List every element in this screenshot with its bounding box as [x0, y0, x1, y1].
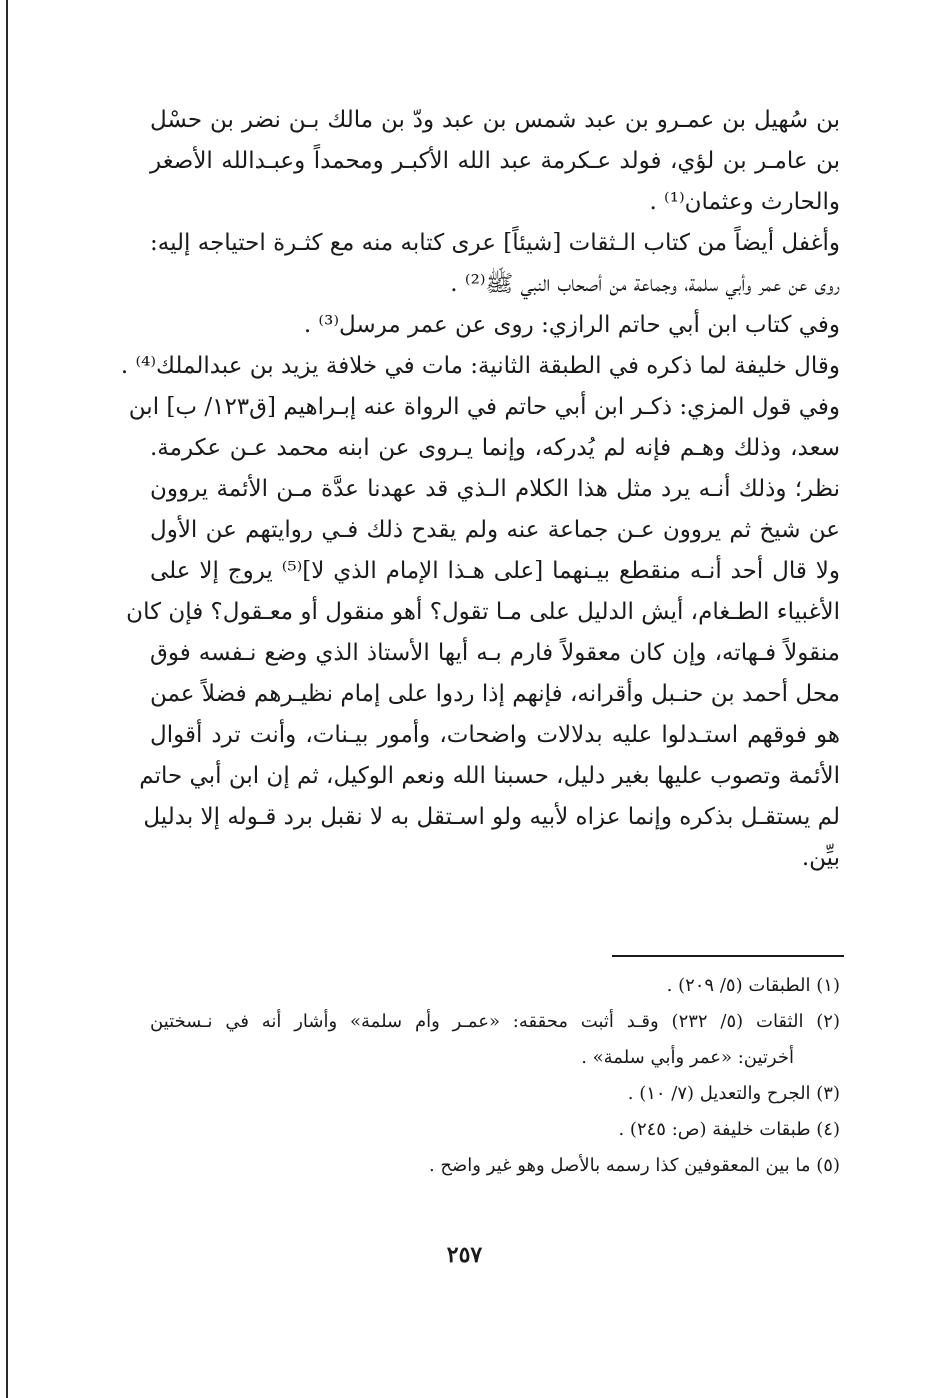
text-line: بن عامـر بن لؤي، فولد عـكرمة عبد الله الأكبـر ومحمداً وعبـدالله الأصغر	[150, 148, 840, 174]
text-line: روى عن عمر وأبي سلمة، وجماعة من أصحاب النبي ﷺ⁽²⁾ .	[450, 271, 840, 297]
main-text-block	[120, 100, 840, 879]
text-line: والحارث وعثمان⁽¹⁾ .	[649, 189, 840, 215]
text-line: بيِّن.	[801, 845, 840, 871]
text-line: محل أحمد بن حنـبل وأقرانه، فإنهم إذا ردوا على إمام نظيـرهم فضلاً عمن	[150, 681, 840, 707]
text-line: هو فوقهم استـدلوا عليه بدلالات واضحات، وأمور بيـنات، وأنت ترد أقوال	[150, 722, 840, 748]
text-line: وقال خليفة لما ذكره في الطبقة الثانية: مات في خلافة يزيد بن عبدالملك⁽⁴⁾ .	[120, 353, 840, 379]
page-number: ٢٥٧	[446, 1242, 483, 1268]
body-paragraphs	[120, 100, 840, 879]
text-line: عن شيخ ثم يروون عـن جماعة عنه ولم يقدح ذلك فـي روايتهم عن الأول	[150, 517, 840, 543]
text-line: وفي كتاب ابن أبي حاتم الرازي: روى عن عمر مرسل⁽³⁾ .	[303, 312, 840, 338]
text-line: ولا قال أحد أنـه منقطع بيـنهما [على هـذا الإمام الذي لا]⁽⁵⁾ يروج إلا على	[150, 558, 840, 584]
text-line: وفي قول المزي: ذكـر ابن أبي حاتم في الرواة عنه إبـراهيم [ق١٢٣/ ب] ابن	[128, 394, 840, 420]
footnote-separator	[612, 955, 844, 957]
footnote-2: (٢) الثقات (٥/ ٢٣٢) وقـد أثبت محققه: «عمـر وأم سلمة» وأشار أنه في نـسختين	[150, 1011, 840, 1032]
footnotes-block	[150, 968, 840, 1184]
text-line: سعد، وذلك وهـم فإنه لم يُدركه، وإنما يـروى عن ابنه محمد عـن عكرمة.	[150, 435, 840, 461]
footnote-2-continuation: أخرتين: «عمر وأبي سلمة» .	[581, 1047, 794, 1068]
text-line: الأغبياء الطـغام، أيش الدليل على مـا تقول؟ أهو منقول أو معـقول؟ فإن كان	[126, 599, 840, 625]
text-line: الأئمة وتصوب عليها بغير دليل، حسبنا الله ونعم الوكيل، ثم إن ابن أبي حاتم	[139, 763, 840, 789]
footnote-3: (٣) الجرح والتعديل (٧/ ١٠) .	[627, 1083, 840, 1104]
text-line: منقولاً فـهاته، وإن كان معقولاً فارم بـه أيها الأستاذ الذي وضع نـفسه فوق	[150, 640, 840, 666]
footnote-4: (٤) طبقات خليفة (ص: ٢٤٥) .	[618, 1119, 840, 1140]
text-line: لم يستقـل بذكره وإنما عزاه لأبيه ولو اسـتقل به لا نقبل برد قـوله إلا بدليل	[143, 804, 840, 830]
text-line: نظر؛ وذلك أنـه يرد مثل هذا الكلام الـذي قد عهدنا عدَّة مـن الأئمة يروون	[150, 476, 840, 502]
text-line: بن سُهيل بن عمـرو بن عبد شمس بن عبد ودّ بن مالك بـن نضر بن حسْل	[150, 107, 840, 133]
text-line: وأغفل أيضاً من كتاب الـثقات [شيئاً] عرى كتابه منه مع كثـرة احتياجه إليه:	[150, 230, 840, 256]
footnote-5: (٥) ما بين المعقوفين كذا رسمه بالأصل وهو غير واضح .	[428, 1155, 840, 1176]
scan-edge-line	[6, 0, 8, 1398]
footnote-1: (١) الطبقات (٥/ ٢٠٩) .	[666, 975, 840, 996]
